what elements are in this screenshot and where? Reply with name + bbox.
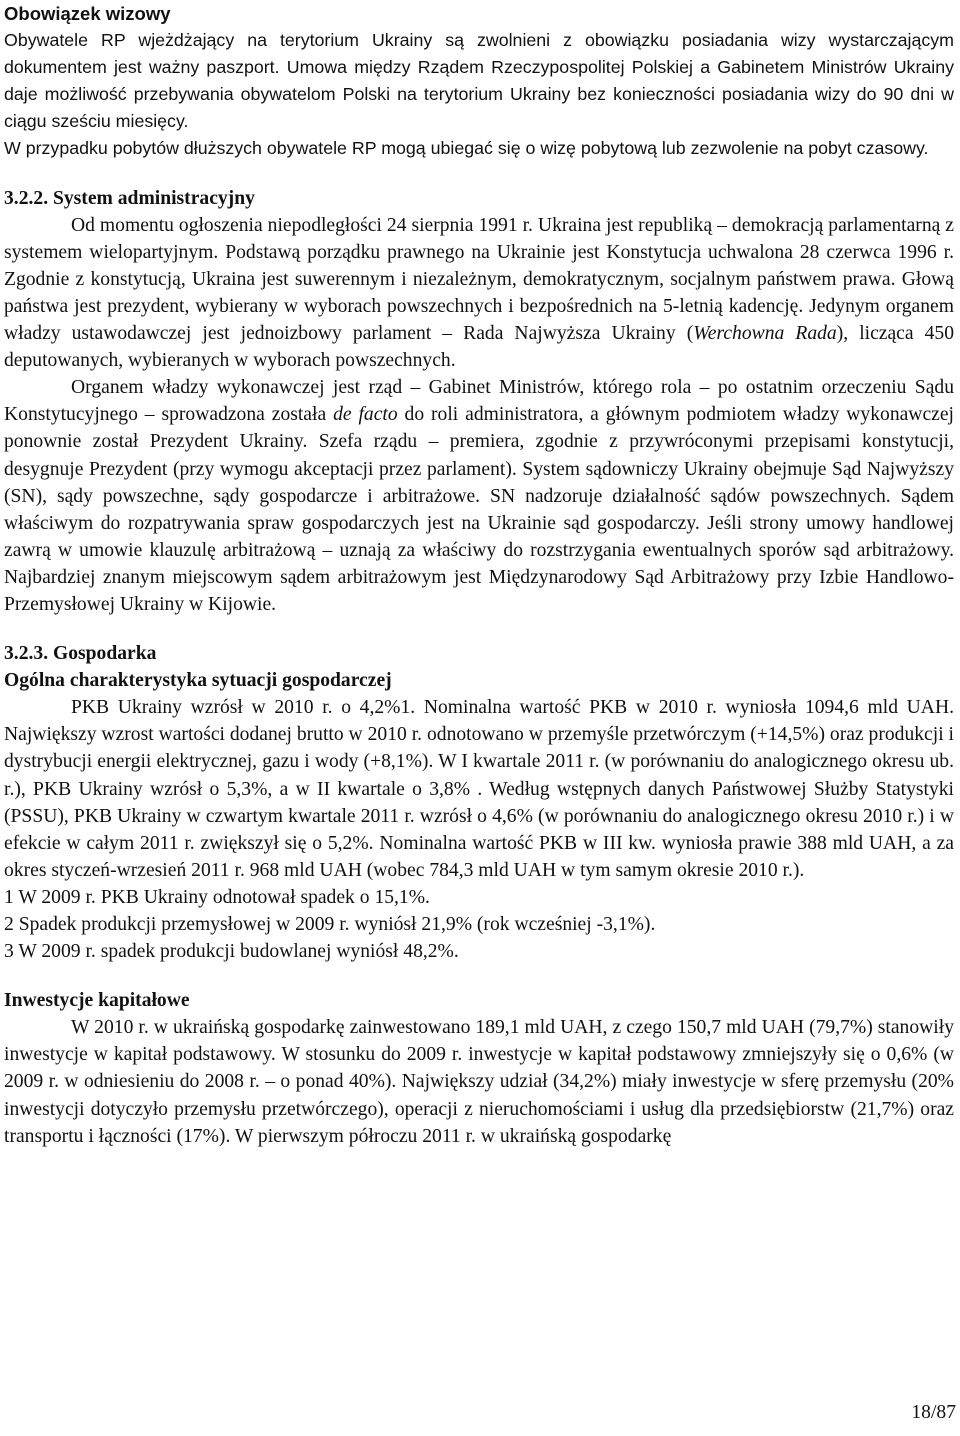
footnote-1: 1 W 2009 r. PKB Ukrainy odnotował spadek o 15,1%.	[4, 886, 430, 908]
economy-heading: 3.2.3. Gospodarka	[4, 643, 157, 665]
visa-paragraph: Obywatele RP wjeżdżający na terytorium Ukrainy są zwolnieni z obowiązku posiadania wizy wystarczającym dokumentem jest ważny paszport. Umowa między Rządem Rzeczypospolitej Polskiej a Gabinetem Ministrów Ukrainy daje możliwość przebywania obywatelom Polski na terytorium Ukrainy bez konieczności posiadania wizy do 90 dni w ciągu sześciu miesięcy.	[4, 30, 954, 132]
system-paragraph-2-emphasis: de facto	[333, 404, 398, 426]
system-paragraph-2-text-a: Organem władzy wykonawczej jest rząd – Gabinet Ministrów, którego rola – po ostatnim orzeczeniu Sądu Konstytucyjnego – sprowadzona została	[4, 377, 954, 426]
economy-subheading: Ogólna charakterystyka sytuacji gospodarczej	[4, 670, 392, 692]
footnote-2: 2 Spadek produkcji przemysłowej w 2009 r. wyniósł 21,9% (rok wcześniej -3,1%).	[4, 914, 656, 935]
footnote-3: 3 W 2009 r. spadek produkcji budowlanej wyniósł 48,2%.	[4, 941, 459, 963]
system-heading: 3.2.2. System administracyjny	[4, 187, 255, 209]
system-paragraph-text-b: ), licząca 450 deputowanych, wybieranych w wyborach powszechnych.	[4, 323, 955, 372]
system-paragraph-emphasis: Werchowna Rada	[693, 323, 837, 345]
system-paragraph	[4, 212, 954, 375]
investment-paragraph: W 2010 r. w ukraińską gospodarkę zainwestowano 189,1 mld UAH, z czego 150,7 mld UAH (79,7%) stanowiły inwestycje w kapitał podstawowy. W stosunku do 2009 r. inwestycje w kapitał podstawowy zmniejszyły się o 0,6% (w 2009 r. w odniesieniu do 2008 r. – o ponad 40%). Największy udział (34,2%) miały inwestycje w sferę przemysłu (20% inwestycji dotyczyło przemysłu przetwórczego), operacji z nieruchomościami i usług dla przedsiębiorstw (21,7%) oraz transportu i łączności (17%). W pierwszym półroczu 2011 r. w ukraińską gospodarkę	[4, 1017, 954, 1147]
visa-paragraph-2: W przypadku pobytów dłuższych obywatele RP mogą ubiegać się o wizę pobytową lub zezwolenie na pobyt czasowy.	[4, 138, 929, 159]
economy-paragraph: PKB Ukrainy wzrósł w 2010 r. o 4,2%1. Nominalna wartość PKB w 2010 r. wyniosła 1094,6 mld UAH. Największy wzrost wartości dodanej brutto w 2010 r. odnotowano w przemyśle przetwórczym (+14,5%) oraz produkcji i dystrybucji energii elektrycznej, gazu i wody (+8,1%). W I kwartale 2011 r. (w porównaniu do analogicznego okresu ub. r.), PKB Ukrainy wzrósł o 5,3%, a w II kwartale o 3,8% . Według wstępnych danych Państwowej Służby Statystyki (PSSU), PKB Ukrainy w czwartym kwartale 2011 r. wzrósł o 4,6% (w porównaniu do analogicznego okresu 2010 r.) i w efekcie w całym 2011 r. zwiększył się o 5,2%. Nominalna wartość PKB w III kw. wyniosła prawie 388 mld UAH, a za okres styczeń-wrzesień 2011 r. 968 mld UAH (wobec 784,3 mld UAH w tym samym okresie 2010 r.).	[4, 697, 954, 881]
system-paragraph-2-text-b: do roli administratora, a głównym podmiotem władzy wykonawczej ponownie został Prezydent Ukrainy. Szefa rządu – premiera, zgodnie z przywróconymi przepisami konstytucji, desygnuje Prezydent (przy wymogu akceptacji przez parlament). System sądowniczy Ukrainy obejmuje Sąd Najwyższy (SN), sądy powszechne, sądy gospodarcze i arbitrażowe. SN nadzoruje działalność sądów powszechnych. Sądem właściwym do rozpatrywania spraw gospodarczych jest na Ukrainie sąd gospodarczy. Jeśli strony umowy handlowej zawrą w umowie klauzulę arbitrażową – uznają za właściwy do rozstrzygania ewentualnych sporów sąd arbitrażowy. Najbardziej znanym miejscowym sądem arbitrażowym jest Międzynarodowy Sąd Arbitrażowy przy Izbie Handlowo-Przemysłowej Ukrainy w Kijowie.	[4, 404, 954, 615]
page-number: 18/87	[911, 1402, 956, 1423]
system-paragraph-text-a: Od momentu ogłoszenia niepodległości 24 sierpnia 1991 r. Ukraina jest republiką – demokracją parlamentarną z systemem wielopartyjnym. Podstawą porządku prawnego na Ukrainie jest Konstytucja uchwalona 28 czerwca 1996 r. Zgodnie z konstytucją, Ukraina jest suwerennym i niezależnym, demokratycznym, socjalnym państwem prawa. Głową państwa jest prezydent, wybierany w wyborach powszechnych i bezpośrednich na 5-letnią kadencję. Jedynym organem władzy ustawodawczej jest jednoizbowy parlament – Rada Najwyższa Ukrainy (	[4, 214, 954, 345]
system-paragraph-2	[4, 374, 954, 618]
investment-heading: Inwestycje kapitałowe	[4, 990, 190, 1012]
visa-heading: Obowiązek wizowy	[4, 3, 171, 24]
